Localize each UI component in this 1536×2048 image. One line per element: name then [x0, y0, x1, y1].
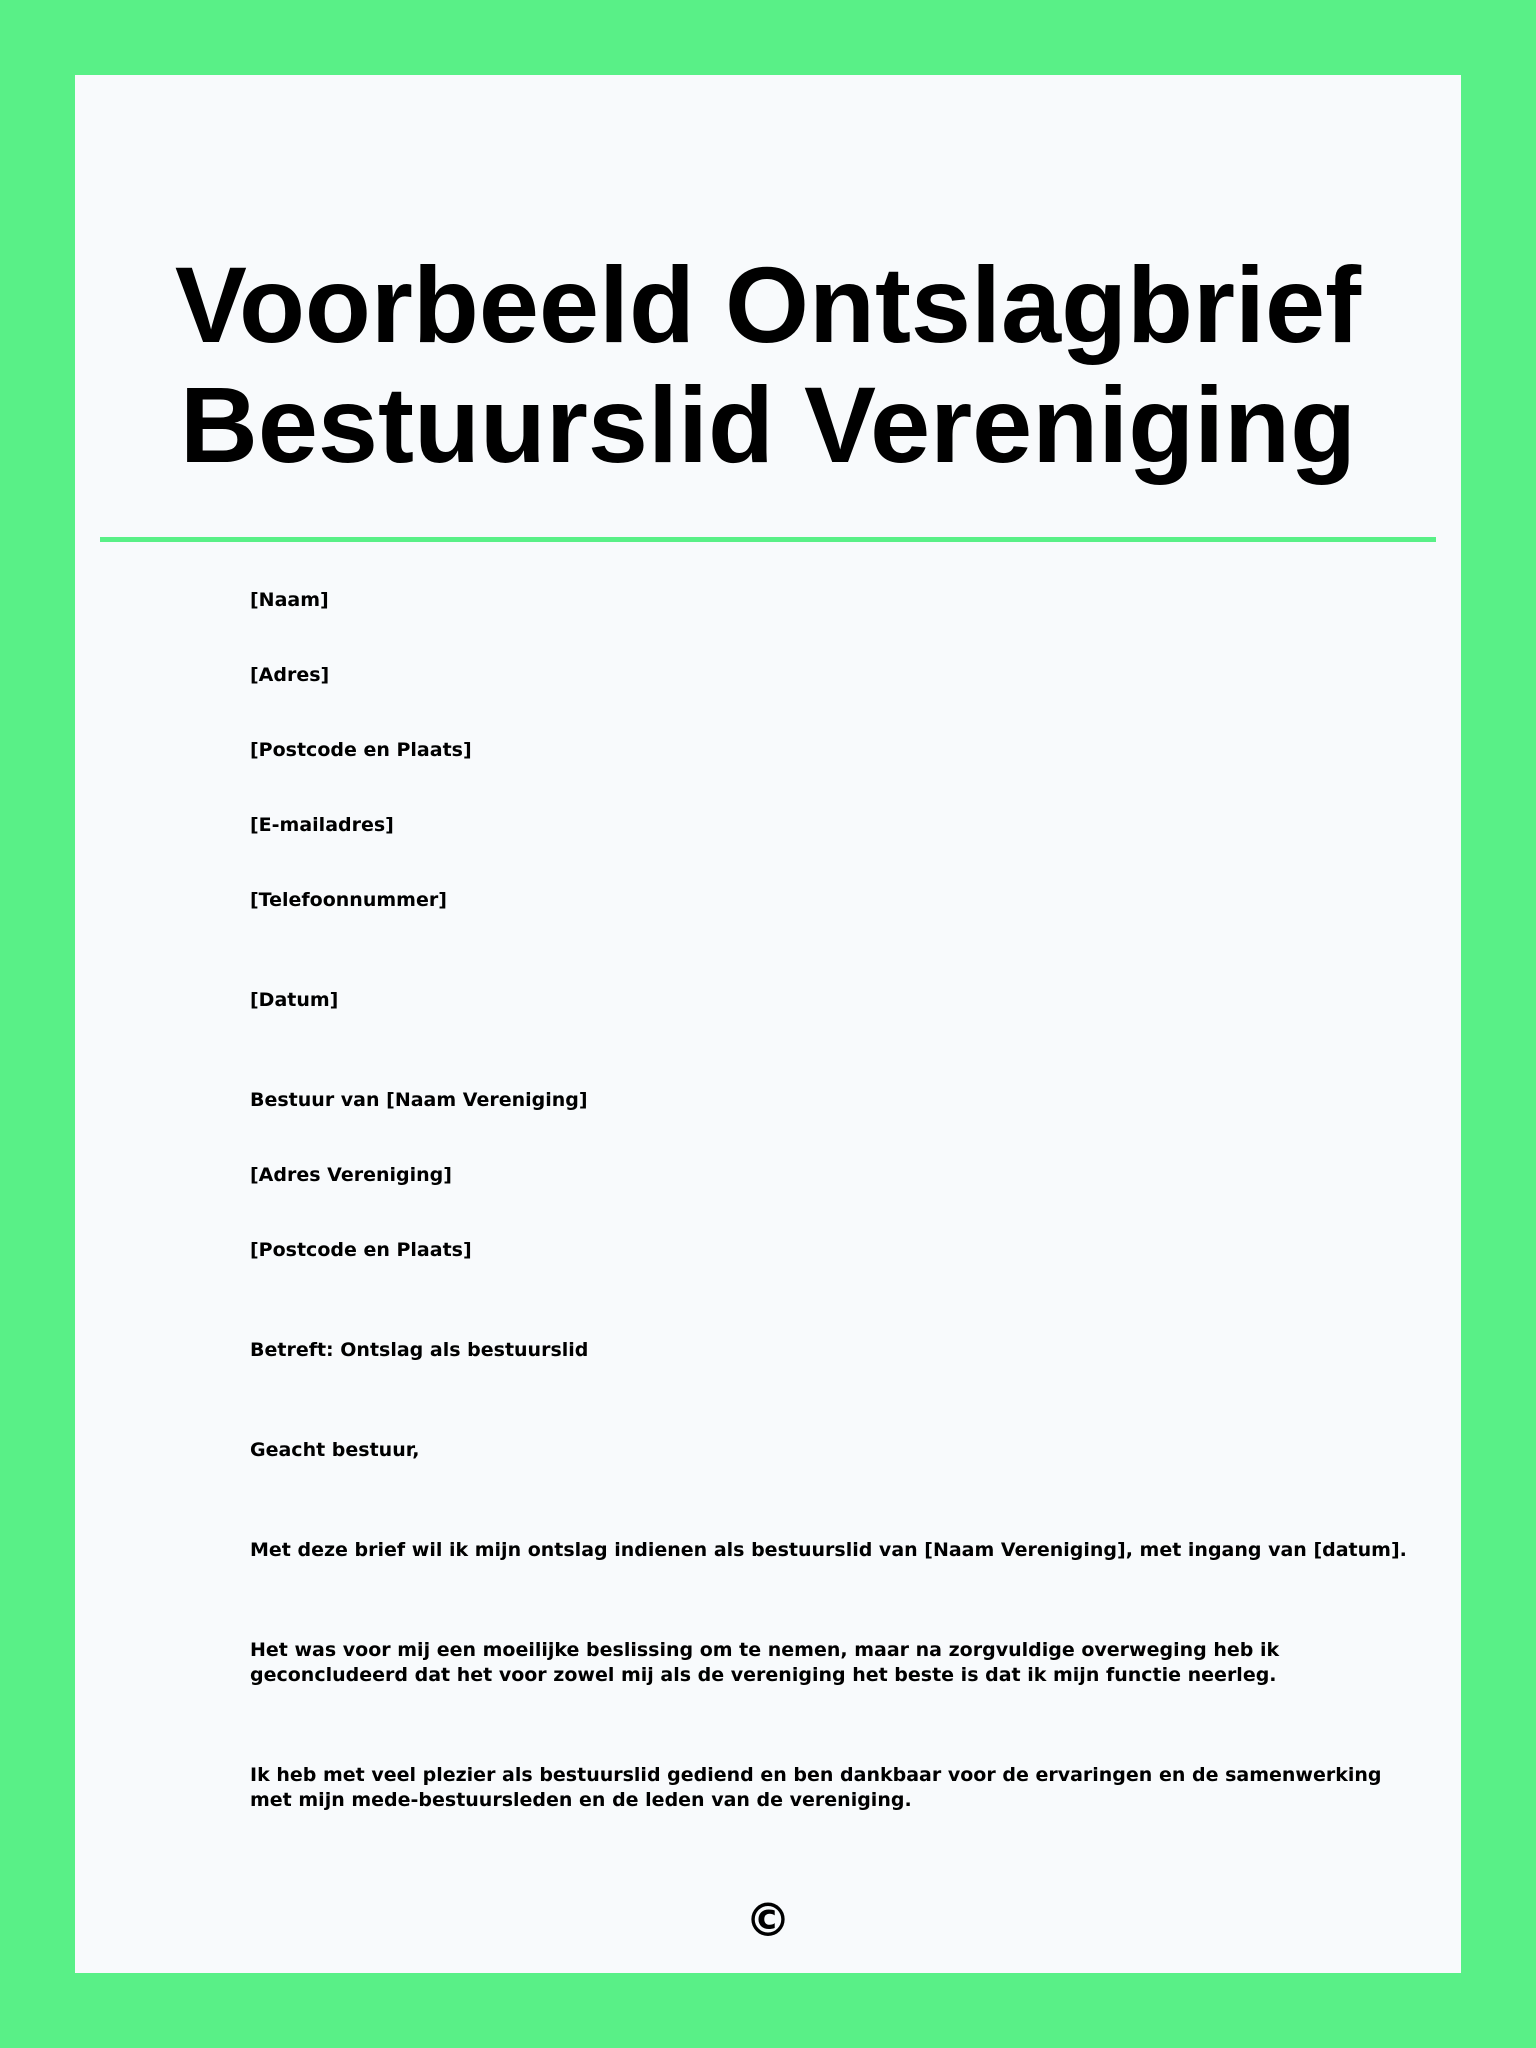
- letter-subject: Betreft: Ontslag als bestuurslid: [250, 1339, 589, 1361]
- recipient-address: [Adres Vereniging]: [250, 1164, 452, 1186]
- paragraph-3-line-2: met mijn mede-bestuursleden en de leden van de vereniging.: [250, 1789, 912, 1811]
- paragraph-1: Met deze brief wil ik mijn ontslag indienen als bestuurslid van [Naam Vereniging], met ingang van [datum].: [250, 1539, 1407, 1561]
- title-divider: [100, 537, 1436, 542]
- paragraph-2-line-1: Het was voor mij een moeilijke beslissing om te nemen, maar na zorgvuldige overweging heb ik: [250, 1639, 1280, 1661]
- sender-phone: [Telefoonnummer]: [250, 889, 447, 911]
- title-line-1: Voorbeeld Ontslagbrief: [174, 244, 1362, 365]
- sender-email: [E-mailadres]: [250, 814, 394, 836]
- copyright-icon: ©: [745, 1893, 791, 1947]
- letter-page: [75, 75, 1461, 1973]
- paragraph-3-line-1: Ik heb met veel plezier als bestuurslid gediend en ben dankbaar voor de ervaringen en de samenwerking: [250, 1764, 1382, 1786]
- letter-date: [Datum]: [250, 989, 339, 1011]
- sender-postal-city: [Postcode en Plaats]: [250, 739, 472, 761]
- paragraph-2-line-2: geconcludeerd dat het voor zowel mij als de vereniging het beste is dat ik mijn functie neerleg.: [250, 1664, 1277, 1686]
- sender-address: [Adres]: [250, 664, 330, 686]
- recipient-postal-city: [Postcode en Plaats]: [250, 1239, 472, 1261]
- letter-salutation: Geacht bestuur,: [250, 1439, 420, 1461]
- paragraph-3: [250, 1763, 1382, 1813]
- title-line-2: Bestuurslid Vereniging: [179, 364, 1357, 485]
- page-title: [75, 245, 1461, 485]
- recipient-board: Bestuur van [Naam Vereniging]: [250, 1089, 588, 1111]
- paragraph-2: [250, 1638, 1310, 1688]
- sender-name: [Naam]: [250, 589, 329, 611]
